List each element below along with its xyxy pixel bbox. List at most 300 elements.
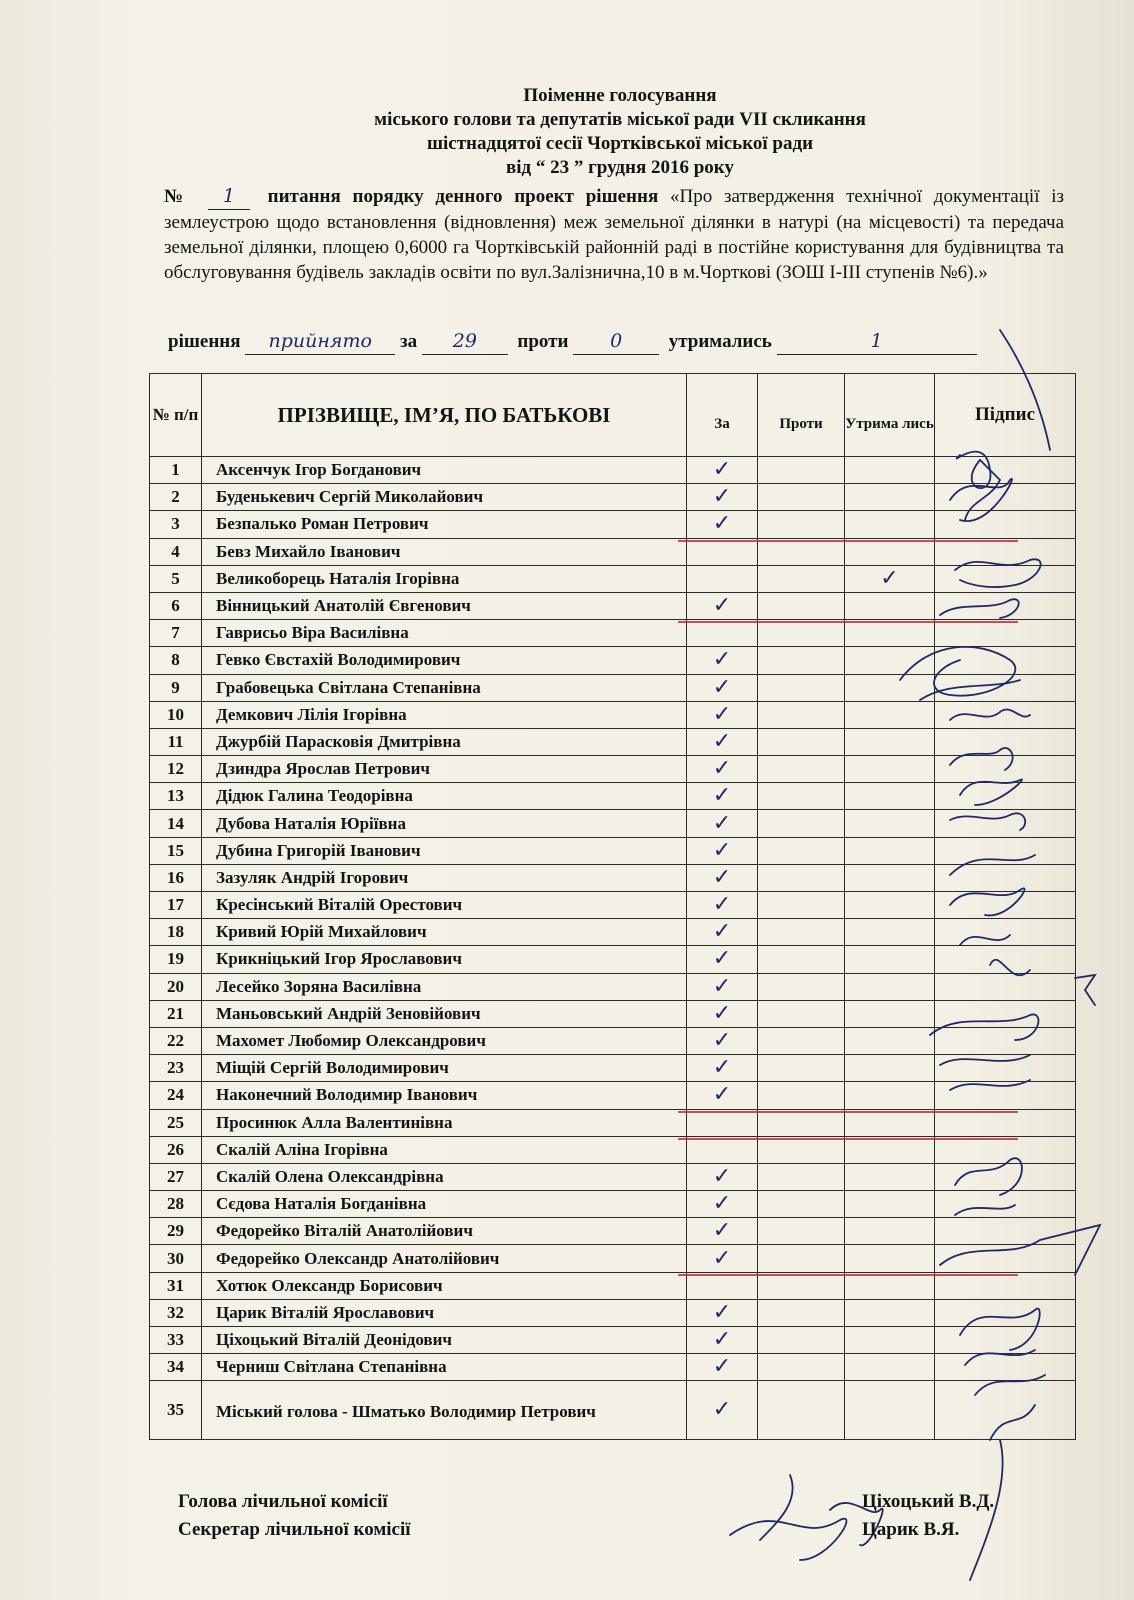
vote-for-cell [687, 620, 758, 647]
row-number: 7 [150, 620, 202, 647]
col-abstain-header: Утрима лись [845, 374, 935, 457]
vote-abstain-cell [845, 1136, 935, 1163]
vote-against-cell [758, 674, 845, 701]
row-number: 24 [150, 1082, 202, 1109]
vote-against-cell [758, 1082, 845, 1109]
vote-for-cell [687, 647, 758, 674]
vote-against-cell [758, 837, 845, 864]
row-number: 28 [150, 1191, 202, 1218]
row-number: 4 [150, 538, 202, 565]
signature-cell [935, 810, 1076, 837]
vote-against-cell [758, 1272, 845, 1299]
row-number: 10 [150, 701, 202, 728]
agenda-question [164, 184, 1064, 285]
vote-for-cell [687, 1354, 758, 1381]
vote-for-cell [687, 1381, 758, 1440]
vote-against-cell [758, 647, 845, 674]
table-row [150, 592, 1076, 619]
vote-abstain-cell [845, 701, 935, 728]
vote-abstain-cell [845, 1327, 935, 1354]
vote-abstain-cell [845, 538, 935, 565]
row-number: 15 [150, 837, 202, 864]
vote-against-cell [758, 1381, 845, 1440]
table-row [150, 674, 1076, 701]
decision-result: прийнято [245, 328, 395, 355]
vote-abstain-cell [845, 565, 935, 592]
check-mark-icon: ✓ [712, 1218, 732, 1244]
table-row [150, 1000, 1076, 1027]
row-number: 6 [150, 592, 202, 619]
secretary-label: Секретар лічильної комісії [178, 1519, 411, 1540]
abstain-count: 1 [777, 328, 977, 355]
row-name: Великоборець Наталія Ігорівна [202, 565, 687, 592]
row-name: Федорейко Віталій Анатолійович [202, 1218, 687, 1245]
signature-cell [935, 457, 1076, 484]
signature-cell [935, 1381, 1076, 1440]
signature-cell [935, 1109, 1076, 1136]
row-name: Міщій Сергій Володимирович [202, 1055, 687, 1082]
row-number: 11 [150, 728, 202, 755]
vote-against-cell [758, 1299, 845, 1326]
header-line-3: шістнадцятої сесії Чортківської міської ради [426, 133, 814, 154]
vote-for-cell [687, 728, 758, 755]
vote-against-cell [758, 538, 845, 565]
row-number: 22 [150, 1027, 202, 1054]
vote-against-cell [758, 946, 845, 973]
check-mark-icon: ✓ [712, 511, 732, 537]
vote-for-cell [687, 783, 758, 810]
row-name: Дубина Григорій Іванович [202, 837, 687, 864]
vote-against-cell [758, 1354, 845, 1381]
vote-abstain-cell [845, 919, 935, 946]
vote-abstain-cell [845, 837, 935, 864]
table-row [150, 484, 1076, 511]
vote-for-cell [687, 810, 758, 837]
vote-for-cell [687, 892, 758, 919]
header-title: Поіменне голосування [523, 85, 717, 106]
vote-abstain-cell [845, 1000, 935, 1027]
abstain-label: утримались [668, 331, 772, 352]
table-row [150, 1245, 1076, 1272]
vote-abstain-cell [845, 484, 935, 511]
table-row [150, 810, 1076, 837]
check-mark-icon: ✓ [712, 701, 732, 727]
row-name: Кривий Юрій Михайлович [202, 919, 687, 946]
signature-cell [935, 728, 1076, 755]
signature-cell [935, 484, 1076, 511]
table-row [150, 1055, 1076, 1082]
against-label: проти [517, 331, 569, 352]
col-for-header: За [687, 374, 758, 457]
absent-strike-line [678, 1274, 1018, 1276]
row-name: Вінницький Анатолій Євгенович [202, 592, 687, 619]
vote-abstain-cell [845, 1272, 935, 1299]
check-mark-icon: ✓ [712, 1245, 732, 1271]
signature-cell [935, 511, 1076, 538]
row-name: Дідюк Галина Теодорівна [202, 783, 687, 810]
row-name: Зазуляк Андрій Ігорович [202, 864, 687, 891]
absent-strike-line [678, 1111, 1018, 1113]
vote-abstain-cell [845, 1109, 935, 1136]
vote-abstain-cell [845, 756, 935, 783]
check-mark-icon: ✓ [712, 1163, 732, 1189]
against-count: 0 [573, 328, 659, 355]
vote-against-cell [758, 919, 845, 946]
row-number: 20 [150, 973, 202, 1000]
vote-for-cell [687, 756, 758, 783]
signature-cell [935, 1272, 1076, 1299]
vote-abstain-cell [845, 592, 935, 619]
check-mark-icon: ✓ [712, 1028, 732, 1054]
vote-for-cell [687, 565, 758, 592]
vote-abstain-cell [845, 1354, 935, 1381]
vote-abstain-cell [845, 1245, 935, 1272]
vote-abstain-cell [845, 620, 935, 647]
vote-against-cell [758, 1027, 845, 1054]
vote-for-cell [687, 946, 758, 973]
table-row [150, 1191, 1076, 1218]
signature-cell [935, 1000, 1076, 1027]
vote-for-cell [687, 1191, 758, 1218]
voting-table [149, 373, 1076, 1440]
table-row [150, 565, 1076, 592]
vote-against-cell [758, 864, 845, 891]
commission-names [862, 1488, 994, 1544]
row-number: 31 [150, 1272, 202, 1299]
row-name: Кресінський Віталій Орестович [202, 892, 687, 919]
vote-for-cell [687, 973, 758, 1000]
question-text: «Про затвердження технічної документації із землеустрою щодо встановлення (відновлення) меж земельної ділянки в натурі (на місцевості) та передача земельної ділянки, площею 0,6000 га Чортківській районній раді в постійне користування для будівництва та обслуговування будівель закладів освіти по вул.Залізнична,10 в м.Чорткові (ЗОШ І-ІІІ ступенів №6).» [164, 186, 1065, 283]
signature-cell [935, 1027, 1076, 1054]
vote-against-cell [758, 892, 845, 919]
row-name: Аксенчук Ігор Богданович [202, 457, 687, 484]
row-number: 8 [150, 647, 202, 674]
check-mark-icon: ✓ [712, 810, 732, 836]
vote-abstain-cell [845, 647, 935, 674]
vote-abstain-cell [845, 1082, 935, 1109]
check-mark-icon: ✓ [712, 1082, 732, 1108]
check-mark-icon: ✓ [712, 1000, 732, 1026]
row-number: 12 [150, 756, 202, 783]
check-mark-icon: ✓ [712, 484, 732, 510]
row-number: 21 [150, 1000, 202, 1027]
signature-cell [935, 783, 1076, 810]
vote-for-cell [687, 674, 758, 701]
vote-against-cell [758, 1055, 845, 1082]
table-row [150, 783, 1076, 810]
check-mark-icon: ✓ [712, 892, 732, 918]
table-row [150, 620, 1076, 647]
vote-against-cell [758, 1245, 845, 1272]
vote-for-cell [687, 919, 758, 946]
signature-cell [935, 620, 1076, 647]
check-mark-icon: ✓ [712, 946, 732, 972]
vote-abstain-cell [845, 1299, 935, 1326]
vote-for-cell [687, 1245, 758, 1272]
vote-for-cell [687, 701, 758, 728]
row-name: Черниш Світлана Степанівна [202, 1354, 687, 1381]
decision-label: рішення [168, 331, 241, 352]
vote-against-cell [758, 973, 845, 1000]
table-row [150, 1109, 1076, 1136]
signature-cell [935, 1163, 1076, 1190]
row-name: Джурбій Парасковія Дмитрівна [202, 728, 687, 755]
table-row [150, 1218, 1076, 1245]
col-name-header: ПРІЗВИЩЕ, ІМ’Я, ПО БАТЬКОВІ [202, 374, 687, 457]
row-name: Сєдова Наталія Богданівна [202, 1191, 687, 1218]
row-name: Наконечний Володимир Іванович [202, 1082, 687, 1109]
vote-against-cell [758, 1136, 845, 1163]
row-name: Хотюк Олександр Борисович [202, 1272, 687, 1299]
signature-cell [935, 647, 1076, 674]
row-number: 27 [150, 1163, 202, 1190]
check-mark-icon: ✓ [712, 919, 732, 945]
table-row [150, 457, 1076, 484]
for-label: за [400, 331, 418, 352]
check-mark-icon: ✓ [712, 593, 732, 619]
row-name: Скалій Олена Олександрівна [202, 1163, 687, 1190]
signature-cell [935, 919, 1076, 946]
row-number: 26 [150, 1136, 202, 1163]
signature-cell [935, 1354, 1076, 1381]
vote-for-cell [687, 1163, 758, 1190]
vote-for-cell [687, 1027, 758, 1054]
row-name: Дзиндра Ярослав Петрович [202, 756, 687, 783]
table-row [150, 511, 1076, 538]
check-mark-icon: ✓ [712, 1191, 732, 1217]
header-line-2: міського голови та депутатів міської ради VII скликання [374, 109, 866, 130]
signature-cell [935, 1082, 1076, 1109]
vote-abstain-cell [845, 728, 935, 755]
signature-cell [935, 1327, 1076, 1354]
document-header [140, 84, 1100, 180]
vote-against-cell [758, 511, 845, 538]
row-number: 5 [150, 565, 202, 592]
row-name: Лесейко Зоряна Василівна [202, 973, 687, 1000]
signature-cell [935, 973, 1076, 1000]
question-number-label: № [164, 186, 191, 207]
vote-abstain-cell [845, 1381, 935, 1440]
vote-for-cell [687, 1000, 758, 1027]
vote-for-cell [687, 1272, 758, 1299]
table-row [150, 647, 1076, 674]
table-row [150, 538, 1076, 565]
signature-cell [935, 1245, 1076, 1272]
signature-cell [935, 864, 1076, 891]
row-number: 34 [150, 1354, 202, 1381]
vote-against-cell [758, 1327, 845, 1354]
vote-for-cell [687, 1109, 758, 1136]
signature-cell [935, 756, 1076, 783]
table-row [150, 1327, 1076, 1354]
row-name: Маньовський Андрій Зеновійович [202, 1000, 687, 1027]
commission-labels [178, 1488, 411, 1544]
vote-abstain-cell [845, 946, 935, 973]
table-row [150, 1381, 1076, 1440]
signature-cell [935, 1218, 1076, 1245]
vote-abstain-cell [845, 457, 935, 484]
vote-against-cell [758, 1163, 845, 1190]
table-row [150, 756, 1076, 783]
vote-for-cell [687, 511, 758, 538]
vote-for-cell [687, 1136, 758, 1163]
vote-abstain-cell [845, 674, 935, 701]
table-row [150, 1163, 1076, 1190]
vote-for-cell [687, 592, 758, 619]
col-signature-header: Підпис [935, 374, 1076, 457]
signature-cell [935, 565, 1076, 592]
vote-against-cell [758, 565, 845, 592]
row-number: 2 [150, 484, 202, 511]
row-name: Дубова Наталія Юріївна [202, 810, 687, 837]
signature-cell [935, 701, 1076, 728]
row-number: 16 [150, 864, 202, 891]
question-lead: питання порядку денного проект рішення [267, 186, 659, 207]
check-mark-icon: ✓ [880, 565, 899, 591]
row-number: 30 [150, 1245, 202, 1272]
check-mark-icon: ✓ [712, 728, 732, 754]
vote-for-cell [687, 1055, 758, 1082]
row-number: 25 [150, 1109, 202, 1136]
table-row [150, 919, 1076, 946]
row-name: Бевз Михайло Іванович [202, 538, 687, 565]
row-name: Просинюк Алла Валентинівна [202, 1109, 687, 1136]
check-mark-icon: ✓ [712, 1397, 732, 1423]
row-name: Скалій Аліна Ігорівна [202, 1136, 687, 1163]
row-name: Гевко Євстахій Володимирович [202, 647, 687, 674]
vote-for-cell [687, 1327, 758, 1354]
table-row [150, 1027, 1076, 1054]
vote-against-cell [758, 783, 845, 810]
row-number: 29 [150, 1218, 202, 1245]
for-count: 29 [422, 328, 508, 355]
vote-for-cell [687, 1299, 758, 1326]
chair-name: Ціхоцький В.Д. [862, 1491, 995, 1512]
row-number: 9 [150, 674, 202, 701]
row-number: 1 [150, 457, 202, 484]
row-number: 35 [150, 1381, 202, 1440]
table-row [150, 728, 1076, 755]
row-name: Крикніцький Ігор Ярославович [202, 946, 687, 973]
vote-abstain-cell [845, 973, 935, 1000]
signature-cell [935, 1299, 1076, 1326]
vote-against-cell [758, 1109, 845, 1136]
check-mark-icon: ✓ [712, 756, 732, 782]
signature-cell [935, 1055, 1076, 1082]
row-number: 13 [150, 783, 202, 810]
table-row [150, 946, 1076, 973]
row-number: 19 [150, 946, 202, 973]
vote-against-cell [758, 457, 845, 484]
vote-abstain-cell [845, 1163, 935, 1190]
vote-against-cell [758, 1218, 845, 1245]
row-name: Міський голова - Шматько Володимир Петрович [202, 1381, 687, 1440]
check-mark-icon: ✓ [712, 1327, 732, 1353]
check-mark-icon: ✓ [712, 973, 732, 999]
vote-abstain-cell [845, 892, 935, 919]
col-against-header: Проти [758, 374, 845, 457]
vote-abstain-cell [845, 1191, 935, 1218]
vote-for-cell [687, 1082, 758, 1109]
signature-cell [935, 837, 1076, 864]
vote-against-cell [758, 620, 845, 647]
row-name: Демкович Лілія Ігорівна [202, 701, 687, 728]
vote-abstain-cell [845, 810, 935, 837]
row-name: Ціхоцький Віталій Деонідович [202, 1327, 687, 1354]
absent-strike-line [678, 1138, 1018, 1140]
table-row [150, 1299, 1076, 1326]
vote-against-cell [758, 592, 845, 619]
vote-abstain-cell [845, 1027, 935, 1054]
signature-cell [935, 1191, 1076, 1218]
table-row [150, 701, 1076, 728]
vote-for-cell [687, 1218, 758, 1245]
check-mark-icon: ✓ [712, 457, 732, 483]
check-mark-icon: ✓ [712, 864, 732, 890]
table-row [150, 1354, 1076, 1381]
absent-strike-line [678, 540, 1018, 542]
row-name: Махомет Любомир Олександрович [202, 1027, 687, 1054]
row-name: Буденькевич Сергій Миколайович [202, 484, 687, 511]
signature-cell [935, 538, 1076, 565]
vote-abstain-cell [845, 511, 935, 538]
row-number: 14 [150, 810, 202, 837]
table-row [150, 1272, 1076, 1299]
vote-against-cell [758, 1191, 845, 1218]
row-number: 17 [150, 892, 202, 919]
table-row [150, 864, 1076, 891]
row-name: Безпалько Роман Петрович [202, 511, 687, 538]
signature-cell [935, 1136, 1076, 1163]
header-date: від “ 23 ” грудня 2016 року [506, 157, 734, 178]
decision-line [168, 328, 1068, 355]
vote-abstain-cell [845, 783, 935, 810]
check-mark-icon: ✓ [712, 1354, 732, 1380]
table-row [150, 892, 1076, 919]
check-mark-icon: ✓ [712, 783, 732, 809]
check-mark-icon: ✓ [712, 837, 732, 863]
table-row [150, 837, 1076, 864]
row-name: Гаврисьо Віра Василівна [202, 620, 687, 647]
row-number: 23 [150, 1055, 202, 1082]
table-row [150, 1136, 1076, 1163]
vote-against-cell [758, 756, 845, 783]
signature-cell [935, 674, 1076, 701]
table-row [150, 1082, 1076, 1109]
vote-abstain-cell [845, 1055, 935, 1082]
signature-cell [935, 946, 1076, 973]
row-number: 18 [150, 919, 202, 946]
vote-for-cell [687, 837, 758, 864]
row-number: 3 [150, 511, 202, 538]
row-name: Федорейко Олександр Анатолійович [202, 1245, 687, 1272]
vote-for-cell [687, 457, 758, 484]
check-mark-icon: ✓ [712, 647, 732, 673]
row-name: Грабовецька Світлана Степанівна [202, 674, 687, 701]
table-row [150, 973, 1076, 1000]
signature-cell [935, 892, 1076, 919]
vote-abstain-cell [845, 864, 935, 891]
row-number: 33 [150, 1327, 202, 1354]
check-mark-icon: ✓ [712, 1299, 732, 1325]
vote-against-cell [758, 484, 845, 511]
vote-against-cell [758, 1000, 845, 1027]
vote-for-cell [687, 864, 758, 891]
vote-abstain-cell [845, 1218, 935, 1245]
col-number-header: № п/п [150, 374, 202, 457]
vote-against-cell [758, 728, 845, 755]
vote-for-cell [687, 484, 758, 511]
